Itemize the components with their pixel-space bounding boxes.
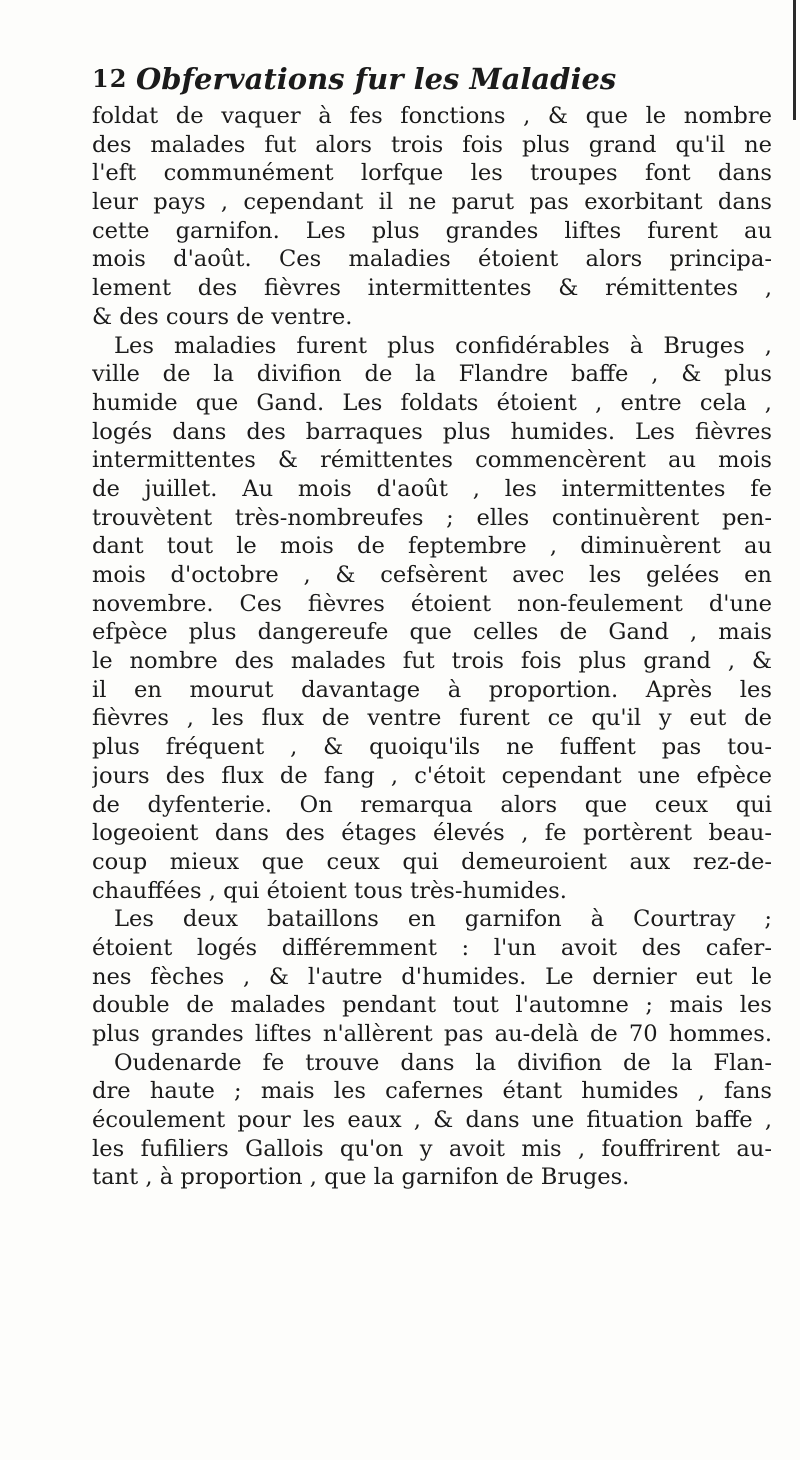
text-line: trouvètent très-nombreufes ; elles continuèrent pen-: [92, 504, 772, 531]
text-line: chauffées , qui étoient tous très-humides.: [92, 877, 567, 904]
text-line: le nombre des malades fut trois fois plus grand , &: [92, 648, 772, 675]
text-line: l'eft communément lorfque les troupes font dans: [92, 160, 772, 187]
text-line: de juillet. Au mois d'août , les intermittentes fe: [92, 475, 772, 502]
text-line: les fufiliers Gallois qu'on y avoit mis , fouffrirent au-: [92, 1135, 772, 1162]
page-number: 12: [92, 64, 128, 93]
text-line: ville de la divifion de la Flandre baffe , & plus: [92, 361, 772, 388]
text-line: plus fréquent , & quoiqu'ils ne fuffent pas tou-: [92, 734, 772, 761]
text-line: double de malades pendant tout l'automne ; mais les: [92, 992, 772, 1019]
text-line: & des cours de ventre.: [92, 303, 353, 330]
text-line: novembre. Ces fièvres étoient non-feulement d'une: [92, 590, 772, 617]
text-line: efpèce plus dangereufe que celles de Gand , mais: [92, 619, 772, 646]
text-line: Les deux bataillons en garnifon à Courtray ;: [114, 906, 772, 933]
text-line: dre haute ; mais les cafernes étant humides , fans: [92, 1078, 772, 1105]
text-line: jours des flux de fang , c'étoit cependant une efpèce: [92, 762, 772, 789]
text-line: intermittentes & rémittentes commencèrent au mois: [92, 447, 772, 474]
text-line: étoient logés différemment : l'un avoit des cafer-: [92, 934, 772, 961]
page-header: [92, 64, 772, 98]
text-line: foldat de vaquer à fes fonctions , & que le nombre: [92, 103, 772, 129]
text-line: lement des fièvres intermittentes & rémittentes ,: [92, 275, 772, 302]
running-title: Obfervations fur les Maladies: [136, 62, 617, 96]
text-line: nes fèches , & l'autre d'humides. Le dernier eut le: [92, 963, 772, 990]
text-line: écoulement pour les eaux , & dans une fituation baffe ,: [92, 1107, 772, 1134]
text-line: il en mourut davantage à proportion. Après les: [92, 676, 772, 703]
text-line: leur pays , cependant il ne parut pas exorbitant dans: [92, 189, 772, 216]
text-line: des malades fut alors trois fois plus grand qu'il ne: [92, 131, 772, 158]
text-line: fièvres , les flux de ventre furent ce qu'il y eut de: [92, 705, 772, 732]
text-line: Oudenarde fe trouve dans la divifion de la Flan-: [114, 1049, 772, 1076]
page-edge-shadow: [793, 0, 796, 120]
text-line: mois d'août. Ces maladies étoient alors principa-: [92, 246, 772, 273]
text-line: humide que Gand. Les foldats étoient , entre cela ,: [92, 389, 772, 416]
body-text: [92, 102, 772, 1192]
text-line: cette garnifon. Les plus grandes liftes furent au: [92, 217, 772, 244]
text-line: tant , à proportion , que la garnifon de Bruges.: [92, 1164, 630, 1191]
text-line: logeoient dans des étages élevés , fe portèrent beau-: [92, 820, 772, 847]
text-line: plus grandes liftes n'allèrent pas au-delà de 70 hommes.: [92, 1021, 772, 1047]
text-line: coup mieux que ceux qui demeuroient aux rez-de-: [92, 848, 772, 875]
text-line: Les maladies furent plus confidérables à Bruges ,: [114, 332, 772, 359]
text-line: de dyfenterie. On remarqua alors que ceux qui: [92, 791, 772, 818]
text-line: mois d'octobre , & cefsèrent avec les gelées en: [92, 562, 772, 588]
text-line: logés dans des barraques plus humides. Les fièvres: [92, 418, 772, 445]
text-line: dant tout le mois de feptembre , diminuèrent au: [92, 533, 772, 560]
